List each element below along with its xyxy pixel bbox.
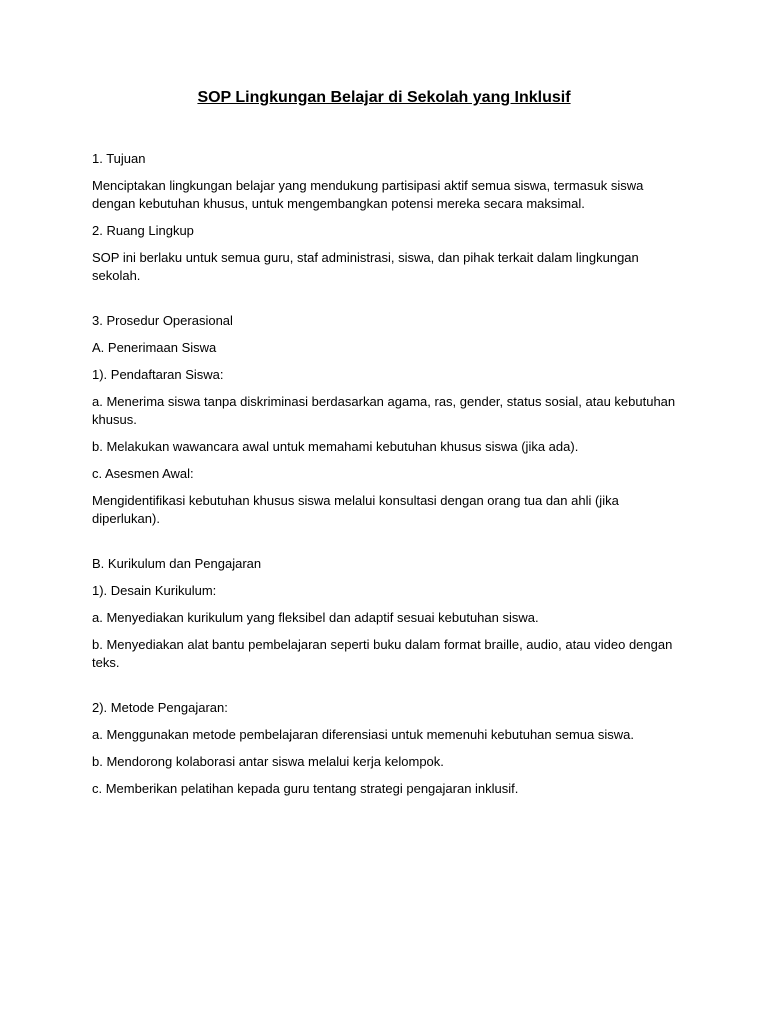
section-heading-ruang-lingkup: 2. Ruang Lingkup (92, 223, 194, 238)
section-heading-prosedur: 3. Prosedur Operasional (92, 313, 233, 328)
list-item: b. Melakukan wawancara awal untuk memahami kebutuhan khusus siswa (jika ada). (92, 439, 579, 454)
list-item: b. Menyediakan alat bantu pembelajaran seperti buku dalam format braille, audio, atau video dengan teks. (92, 637, 673, 670)
paragraph-ruang-lingkup: SOP ini berlaku untuk semua guru, staf administrasi, siswa, dan pihak terkait dalam lingkungan sekolah. (92, 250, 639, 283)
list-item: a. Menerima siswa tanpa diskriminasi berdasarkan agama, ras, gender, status sosial, atau kebutuhan khusus. (92, 394, 676, 427)
list-item: c. Memberikan pelatihan kepada guru tentang strategi pengajaran inklusif. (92, 781, 519, 796)
section-heading-tujuan: 1. Tujuan (92, 151, 146, 166)
subsection-heading-kurikulum: B. Kurikulum dan Pengajaran (92, 556, 262, 571)
list-item: a. Menyediakan kurikulum yang fleksibel dan adaptif sesuai kebutuhan siswa. (92, 610, 539, 625)
list-item: a. Menggunakan metode pembelajaran diferensiasi untuk memenuhi kebutuhan semua siswa. (92, 727, 634, 742)
document-title: SOP Lingkungan Belajar di Sekolah yang Inklusif (197, 89, 571, 106)
list-item: b. Mendorong kolaborasi antar siswa melalui kerja kelompok. (92, 754, 444, 769)
subsection-heading-penerimaan: A. Penerimaan Siswa (92, 340, 217, 355)
item-heading-pendaftaran: 1). Pendaftaran Siswa: (92, 367, 224, 382)
list-item: c. Asesmen Awal: (92, 466, 194, 481)
paragraph-tujuan: Menciptakan lingkungan belajar yang mendukung partisipasi aktif semua siswa, termasuk siswa dengan kebutuhan khusus, untuk mengembangkan potensi mereka secara maksimal. (92, 178, 644, 211)
document-body (92, 150, 682, 798)
paragraph-asesmen: Mengidentifikasi kebutuhan khusus siswa melalui konsultasi dengan orang tua dan ahli (jika diperlukan). (92, 493, 619, 526)
item-heading-metode: 2). Metode Pengajaran: (92, 700, 228, 715)
item-heading-desain: 1). Desain Kurikulum: (92, 583, 217, 598)
